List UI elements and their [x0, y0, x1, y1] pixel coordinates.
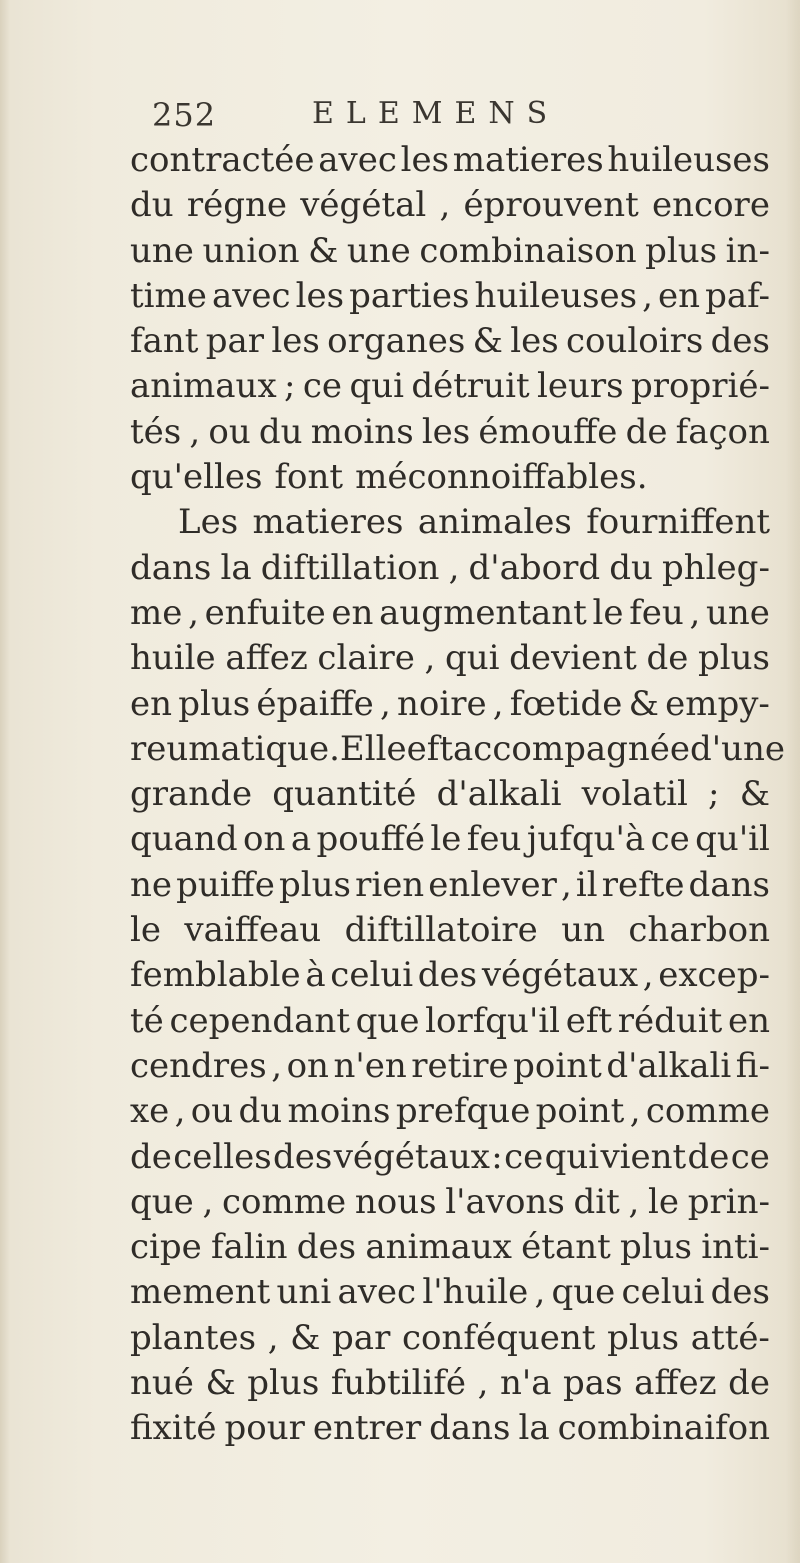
text-line: plantes , & par conféquent plus atté- — [130, 1317, 770, 1358]
text-line: cendres , on n'en retire point d'alkali fi- — [130, 1045, 770, 1086]
text-line: té cependant que lorfqu'il eft réduit en — [130, 1000, 770, 1041]
page-number: 252 — [152, 96, 217, 134]
page-gutter-shadow — [0, 0, 10, 1563]
text-line: de celles des végétaux : ce qui vient de ce — [130, 1136, 770, 1177]
text-line: fixité pour entrer dans la combinaifon — [130, 1408, 770, 1449]
running-title: ELEMENS — [312, 96, 560, 131]
text-line: mement uni avec l'huile , que celui des — [130, 1272, 770, 1313]
text-line: dans la diftillation , d'abord du phleg- — [130, 547, 770, 588]
text-line: qu'elles font méconnoiffables. — [130, 457, 648, 498]
page-header — [152, 96, 632, 136]
text-line: contractée avec les matieres huileuses — [130, 140, 770, 180]
text-line: xe , ou du moins prefque point , comme — [130, 1091, 770, 1132]
text-line: ne puiffe plus rien enlever , il refte dans — [130, 864, 770, 905]
text-line: me , enfuite en augmentant le feu , une — [130, 592, 770, 633]
text-line: cipe falin des animaux étant plus inti- — [130, 1227, 770, 1268]
page-edge-shadow — [786, 0, 800, 1563]
text-line: tés , ou du moins les émouffe de façon — [130, 411, 770, 452]
text-line: nué & plus fubtilifé , n'a pas affez de — [130, 1363, 770, 1404]
body-text — [130, 138, 786, 1452]
text-line: du régne végétal , éprouvent encore — [130, 185, 770, 226]
text-line: le vaiffeau diftillatoire un charbon — [130, 910, 770, 951]
text-line: une union & une combinaison plus in- — [130, 230, 770, 271]
text-line: que , comme nous l'avons dit , le prin- — [130, 1181, 770, 1222]
text-line: quand on a pouffé le feu jufqu'à ce qu'il — [130, 819, 770, 860]
text-line: grande quantité d'alkali volatil ; & — [130, 774, 770, 815]
text-line: huile affez claire , qui devient de plus — [130, 638, 770, 679]
text-line: fant par les organes & les couloirs des — [130, 321, 770, 362]
text-line: reumatique. Elle eft accompagnée d'une — [130, 728, 786, 769]
text-line: animaux ; ce qui détruit leurs proprié- — [130, 366, 770, 407]
text-line: Les matieres animales fourniffent — [178, 502, 770, 543]
text-line: en plus épaiffe , noire , fœtide & empy- — [130, 683, 770, 724]
text-line: femblable à celui des végétaux , excep- — [130, 955, 770, 996]
text-line: time avec les parties huileuses , en paf- — [130, 275, 770, 316]
